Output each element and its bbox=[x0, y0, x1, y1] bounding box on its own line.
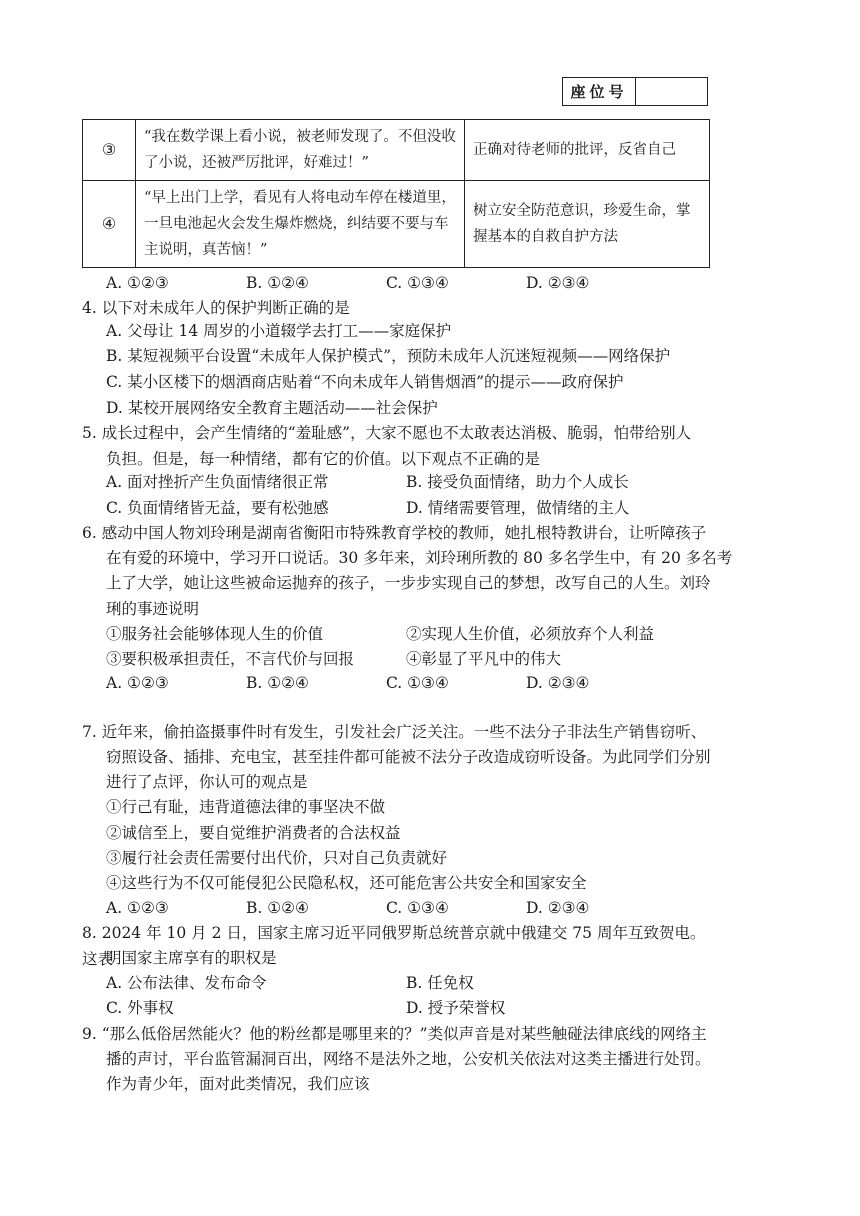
table-row bbox=[83, 120, 710, 181]
option-c[interactable]: C. 负面情绪皆无益，要有松弛感 bbox=[106, 499, 329, 517]
seat-number-field[interactable] bbox=[636, 78, 707, 105]
q5-options-row-2 bbox=[106, 495, 706, 521]
statement-item: ②实现人生价值，必须放弃个人利益 bbox=[406, 625, 655, 643]
question-9-stem-line-3: 作为青少年，面对此类情况，我们应该 bbox=[106, 1075, 370, 1093]
question-6-stem-line-3: 上了大学，她让这些被命运抛弃的孩子，一步步实现自己的梦想，改写自己的人生。刘玲 bbox=[106, 574, 711, 592]
q8-options-row-2 bbox=[106, 995, 706, 1021]
option-b[interactable]: B. 接受负面情绪，助力个人成长 bbox=[406, 473, 629, 491]
statement-item: ④彰显了平凡中的伟大 bbox=[406, 650, 562, 668]
question-8-stem-line-1: 8. 2024 年 10 月 2 日，国家主席习近平同俄罗斯总统普京就中俄建交 75 周年互致贺电。这表 bbox=[82, 924, 706, 968]
seat-number-label: 座位号 bbox=[563, 78, 636, 105]
option-c[interactable]: C. ①③④ bbox=[386, 899, 449, 917]
option-b[interactable]: B. ①②④ bbox=[246, 899, 309, 917]
option-b[interactable]: B. ①②④ bbox=[246, 674, 309, 692]
option-d[interactable]: D. ②③④ bbox=[526, 274, 590, 292]
question-6-stem-line-2: 在有爱的环境中，学习开口说话。30 多年来，刘玲琍所教的 80 多名学生中，有 20 多名考 bbox=[106, 549, 733, 567]
statement-item: ①服务社会能够体现人生的价值 bbox=[106, 625, 324, 643]
option-d[interactable]: D. 某校开展网络安全教育主题活动——社会保护 bbox=[106, 399, 438, 417]
statement-item: ②诚信至上，要自觉维护消费者的合法权益 bbox=[106, 824, 401, 842]
question-5-stem-line-2: 负担。但是，每一种情绪，都有它的价值。以下观点不正确的是 bbox=[106, 450, 541, 468]
row-number: ③ bbox=[83, 120, 136, 181]
table-row bbox=[83, 181, 710, 268]
option-c[interactable]: C. ①③④ bbox=[386, 274, 449, 292]
row-advice: 正确对待老师的批评，反省自己 bbox=[465, 120, 710, 181]
row-number: ④ bbox=[83, 181, 136, 268]
q6-items-row-1 bbox=[106, 621, 706, 647]
option-d[interactable]: D. ②③④ bbox=[526, 674, 590, 692]
q6-items-row-2 bbox=[106, 646, 706, 672]
option-a[interactable]: A. ①②③ bbox=[106, 274, 169, 292]
statement-item: ③履行社会责任需要付出代价，只对自己负责就好 bbox=[106, 849, 448, 867]
option-b[interactable]: B. ①②④ bbox=[246, 274, 309, 292]
question-8-stem-line-2: 明国家主席享有的职权是 bbox=[106, 949, 277, 967]
statement-item: ④这些行为不仅可能侵犯公民隐私权，还可能危害公共安全和国家安全 bbox=[106, 874, 587, 892]
option-a[interactable]: A. 面对挫折产生负面情绪很正常 bbox=[106, 473, 329, 491]
option-a[interactable]: A. 公布法律、发布命令 bbox=[106, 974, 267, 992]
q6-options bbox=[106, 670, 666, 696]
option-b[interactable]: B. 某短视频平台设置“未成年人保护模式”，预防未成年人沉迷短视频——网络保护 bbox=[106, 347, 671, 365]
statement-item: ①行己有耻，违背道德法律的事坚决不做 bbox=[106, 798, 386, 816]
row-story: “我在数学课上看小说，被老师发现了。不但没收了小说，还被严厉批评，好难过！” bbox=[136, 120, 465, 181]
option-a[interactable]: A. 父母让 14 周岁的小道辍学去打工——家庭保护 bbox=[106, 322, 452, 340]
q3-options bbox=[106, 270, 666, 296]
question-7-stem-line-1: 7. 近年来，偷拍盗摄事件时有发生，引发社会广泛关注。一些不法分子非法生产销售窃听、 bbox=[82, 723, 707, 741]
option-c[interactable]: C. 外事权 bbox=[106, 999, 174, 1017]
question-7-stem-line-3: 进行了点评，你认可的观点是 bbox=[106, 773, 308, 791]
question-9-stem-line-1: 9. “那么低俗居然能火？他的粉丝都是哪里来的？”类似声音是对某些触碰法律底线的网络主 bbox=[82, 1025, 707, 1043]
question-5-stem-line-1: 5. 成长过程中，会产生情绪的“羞耻感”，大家不愿也不太敢表达消极、脆弱，怕带给别人 bbox=[82, 424, 692, 442]
q8-options-row-1 bbox=[106, 970, 706, 996]
option-b[interactable]: B. 任免权 bbox=[406, 974, 474, 992]
option-d[interactable]: D. 情绪需要管理，做情绪的主人 bbox=[406, 499, 630, 517]
option-d[interactable]: D. ②③④ bbox=[526, 899, 590, 917]
q5-options-row-1 bbox=[106, 469, 706, 495]
option-c[interactable]: C. 某小区楼下的烟酒商店贴着“不向未成年人销售烟酒”的提示——政府保护 bbox=[106, 373, 624, 391]
row-advice: 树立安全防范意识，珍爱生命，掌握基本的自救自护方法 bbox=[465, 181, 710, 268]
question-7-stem-line-2: 窃照设备、插排、充电宝，甚至挂件都可能被不法分子改造成窃听设备。为此同学们分别 bbox=[106, 748, 711, 766]
seat-number-box bbox=[562, 77, 708, 106]
option-a[interactable]: A. ①②③ bbox=[106, 899, 169, 917]
option-a[interactable]: A. ①②③ bbox=[106, 674, 169, 692]
question-6-stem-line-1: 6. 感动中国人物刘玲琍是湖南省衡阳市特殊教育学校的教师，她扎根特教讲台，让听障孩子 bbox=[82, 524, 707, 542]
question-stem: 4. 以下对未成年人的保护判断正确的是 bbox=[82, 299, 350, 317]
option-c[interactable]: C. ①③④ bbox=[386, 674, 449, 692]
statement-item: ③要积极承担责任，不言代价与回报 bbox=[106, 650, 355, 668]
q7-options bbox=[106, 895, 666, 921]
option-d[interactable]: D. 授予荣誉权 bbox=[406, 999, 506, 1017]
question-6-stem-line-4: 琍的事迹说明 bbox=[106, 600, 200, 618]
question-9-stem-line-2: 播的声讨，平台监管漏洞百出，网络不是法外之地，公安机关依法对这类主播进行处罚。 bbox=[106, 1050, 711, 1068]
q3-table bbox=[82, 119, 710, 268]
row-story: “早上出门上学，看见有人将电动车停在楼道里，一旦电池起火会发生爆炸燃烧，纠结要不要与车主说明，真苦恼！” bbox=[136, 181, 465, 268]
